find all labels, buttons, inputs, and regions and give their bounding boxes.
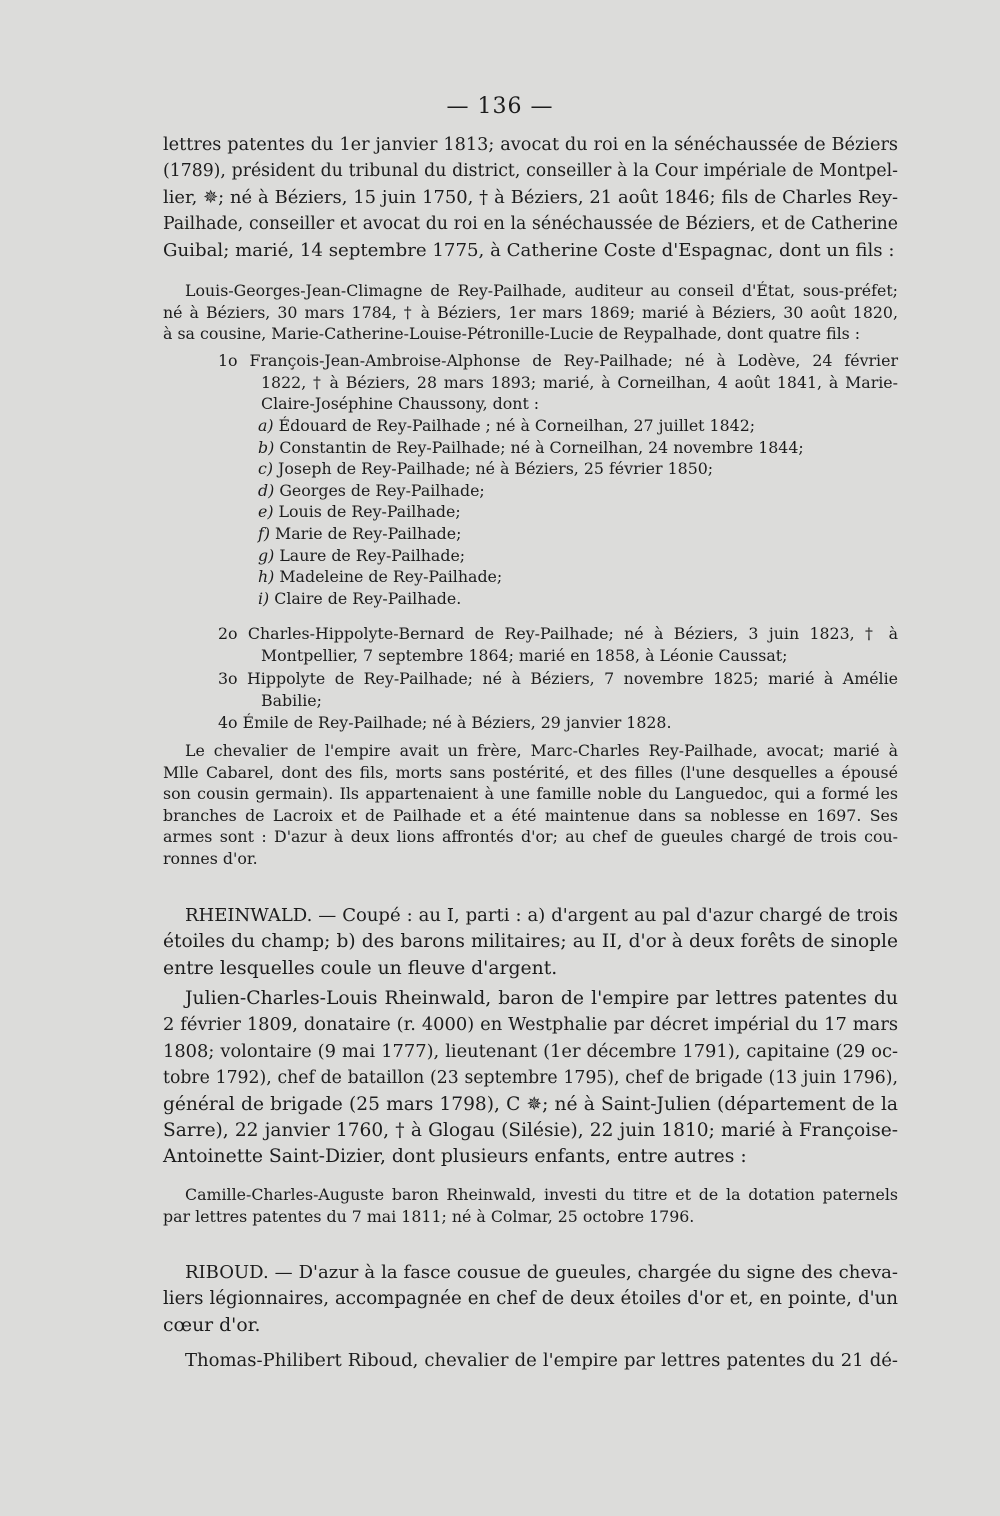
- text-line: 2o Charles-Hippolyte-Bernard de Rey-Pailhade; né à Béziers, 3 juin 1823, † à: [218, 624, 898, 643]
- list-item: f) Marie de Rey-Pailhade;: [258, 523, 462, 543]
- text-line: lettres patentes du 1er janvier 1813; avocat du roi en la sénéchaussée de Béziers: [163, 135, 898, 155]
- children-list: [258, 415, 858, 609]
- paragraph-camille: [163, 1184, 898, 1227]
- text-line: Le chevalier de l'empire avait un frère, Marc-Charles Rey-Pailhade, avocat; marié à: [185, 741, 898, 760]
- text-line: général de brigade (25 mars 1798), C ✵; né à Saint-Julien (département de la: [163, 1093, 898, 1115]
- text-line: 3o Hippolyte de Rey-Pailhade; né à Béziers, 7 novembre 1825; marié à Amélie: [218, 669, 898, 688]
- list-item: g) Laure de Rey-Pailhade;: [258, 545, 466, 565]
- text-line: à sa cousine, Marie-Catherine-Louise-Pétronille-Lucie de Reypalhade, dont quatre fils :: [163, 324, 861, 344]
- text-line: cœur d'or.: [163, 1314, 261, 1336]
- text-line: tobre 1792), chef de bataillon (23 septembre 1795), chef de brigade (13 juin 1796),: [163, 1068, 898, 1089]
- page-number: — 136 —: [446, 94, 554, 119]
- text-line: armes sont : D'azur à deux lions affrontés d'or; au chef de gueules chargé de trois cou-: [163, 827, 898, 847]
- list-item: e) Louis de Rey-Pailhade;: [258, 502, 461, 522]
- list-item: h) Madeleine de Rey-Pailhade;: [258, 567, 503, 587]
- text-line: 2 février 1809, donataire (r. 4000) en Westphalie par décret impérial du 17 mars: [163, 1014, 898, 1036]
- text-line: étoiles du champ; b) des barons militaires; au II, d'or à deux forêts de sinople: [163, 931, 898, 953]
- text-line: Mlle Cabarel, dont des fils, morts sans postérité, et des filles (l'une desquelles a épousé: [163, 762, 898, 782]
- list-item: b) Constantin de Rey-Pailhade; né à Corneilhan, 24 novembre 1844;: [258, 437, 804, 457]
- text-line: Sarre), 22 janvier 1760, † à Glogau (Silésie), 22 juin 1810; marié à Françoise-: [163, 1120, 898, 1142]
- entry-riboud-arms: [163, 1260, 898, 1339]
- text-line: né à Béziers, 30 mars 1784, † à Béziers, 1er mars 1869; marié à Béziers, 30 août 1820,: [163, 302, 898, 322]
- list-item: d) Georges de Rey-Pailhade;: [258, 480, 485, 500]
- list-item: c) Joseph de Rey-Pailhade; né à Béziers, 25 février 1850;: [258, 459, 714, 479]
- text-line: 1o François-Jean-Ambroise-Alphonse de Rey-Pailhade; né à Lodève, 24 février: [218, 351, 898, 370]
- text-line: liers légionnaires, accompagnée en chef de deux étoiles d'or et, en pointe, d'un: [163, 1288, 898, 1310]
- paragraph-rheinwald: [163, 986, 898, 1171]
- text-line: Claire-Joséphine Chaussony, dont :: [261, 394, 540, 414]
- paragraph-chevalier: [163, 740, 898, 870]
- text-line: 1808; volontaire (9 mai 1777), lieutenant (1er décembre 1791), capitaine (29 oc-: [163, 1040, 898, 1062]
- text-line: son cousin germain). Ils appartenaient à une famille noble du Languedoc, qui a formé les: [163, 784, 898, 804]
- text-line: Guibal; marié, 14 septembre 1775, à Catherine Coste d'Espagnac, dont un fils :: [163, 239, 895, 261]
- list-item: a) Édouard de Rey-Pailhade ; né à Corneilhan, 27 juillet 1842;: [258, 416, 756, 435]
- paragraph-son-3: [163, 668, 898, 711]
- text-line: Antoinette Saint-Dizier, dont plusieurs enfants, entre autres :: [163, 1146, 747, 1168]
- paragraph-riboud: [163, 1348, 898, 1374]
- text-line: Babilie;: [261, 690, 322, 710]
- paragraph-louis-georges: [163, 280, 898, 345]
- text-line: RIBOUD. — D'azur à la fasce cousue de gueules, chargée du signe des cheva-: [185, 1262, 898, 1283]
- paragraph-son-4: [163, 712, 898, 734]
- entry-rheinwald-arms: [163, 903, 898, 982]
- text-line: Julien-Charles-Louis Rheinwald, baron de l'empire par lettres patentes du: [185, 988, 898, 1009]
- text-line: lier, ✵; né à Béziers, 15 juin 1750, † à Béziers, 21 août 1846; fils de Charles Rey-: [163, 186, 898, 208]
- text-line: Montpellier, 7 septembre 1864; marié en 1858, à Léonie Caussat;: [261, 645, 788, 665]
- text-line: entre lesquelles coule un fleuve d'argent.: [163, 957, 558, 979]
- text-line: branches de Lacroix et de Pailhade et a été maintenue dans sa noblesse en 1697. Ses: [163, 805, 898, 825]
- text-line: RHEINWALD. — Coupé : au I, parti : a) d'argent au pal d'azur chargé de trois: [185, 905, 898, 926]
- text-line: 1822, † à Béziers, 28 mars 1893; marié, à Corneilhan, 4 août 1841, à Marie-: [261, 372, 898, 392]
- text-line: Pailhade, conseiller et avocat du roi en la sénéchaussée de Béziers, et de Catherine: [163, 214, 898, 235]
- list-item: i) Claire de Rey-Pailhade.: [258, 588, 462, 608]
- text-line: (1789), président du tribunal du district, conseiller à la Cour impériale de Montpel-: [163, 161, 898, 182]
- text-line: Thomas-Philibert Riboud, chevalier de l'empire par lettres patentes du 21 dé-: [185, 1350, 898, 1371]
- text-line: Camille-Charles-Auguste baron Rheinwald, investi du titre et de la dotation paternels: [185, 1185, 898, 1204]
- text-line: Louis-Georges-Jean-Climagne de Rey-Pailhade, auditeur au conseil d'État, sous-préfet;: [185, 281, 898, 300]
- text-line: 4o Émile de Rey-Pailhade; né à Béziers, 29 janvier 1828.: [218, 713, 672, 732]
- paragraph-son-1: [163, 350, 898, 415]
- paragraph-continuation: [163, 132, 898, 264]
- text-line: par lettres patentes du 7 mai 1811; né à Colmar, 25 octobre 1796.: [163, 1206, 695, 1226]
- text-line: ronnes d'or.: [163, 848, 258, 868]
- paragraph-son-2: [163, 623, 898, 666]
